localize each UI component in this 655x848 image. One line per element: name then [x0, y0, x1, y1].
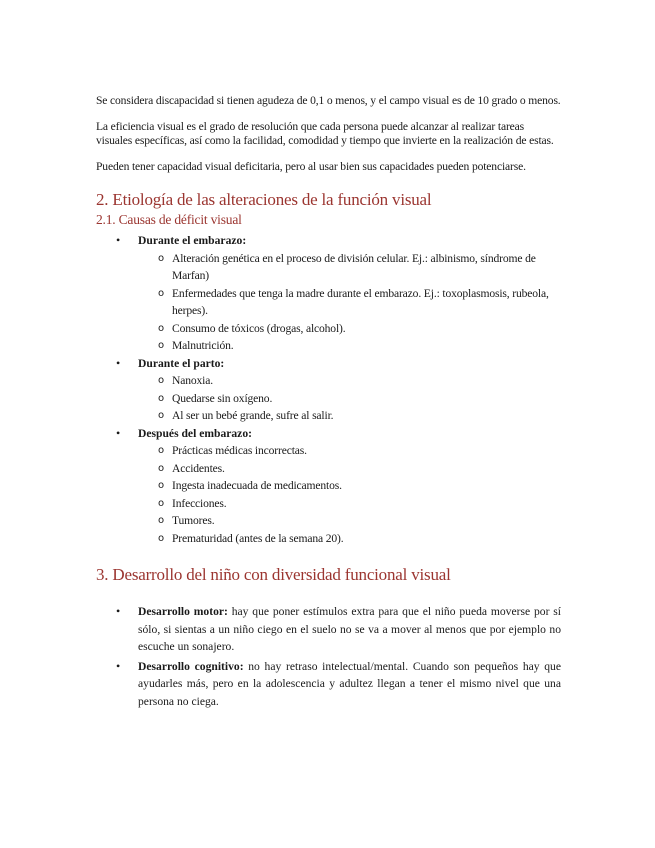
- sub-list: [138, 442, 561, 547]
- intro-paragraph-2: La eficiencia visual es el grado de resolución que cada persona puede alcanzar al realizar tareas visuales específicas, así como la facilidad, comodidad y tiempo que invierte en la realización de estas.: [96, 120, 554, 147]
- circle-bullet-icon: o: [158, 515, 164, 526]
- causes-group: [96, 425, 561, 548]
- list-item: o Ingesta inadecuada de medicamentos.: [138, 477, 561, 495]
- bullet-icon: •: [116, 658, 121, 673]
- list-item: [96, 603, 561, 656]
- list-item: o Malnutrición.: [138, 337, 561, 355]
- circle-bullet-icon: o: [158, 340, 164, 351]
- circle-bullet-icon: o: [158, 375, 164, 386]
- list-item: o Prematuridad (antes de la semana 20).: [138, 530, 561, 548]
- list-item: o Nanoxia.: [138, 372, 561, 390]
- document-page: [96, 94, 561, 710]
- item-text: no hay retraso intelectual/mental. Cuando son pequeños hay que ayudarles más, pero en la adolescencia y adultez llegan a tener el mismo nivel que una persona no ciega.: [138, 659, 561, 708]
- bullet-icon: •: [116, 355, 121, 370]
- development-list: [96, 603, 561, 710]
- list-item: o Accidentes.: [138, 460, 561, 478]
- list-item: o Quedarse sin oxígeno.: [138, 390, 561, 408]
- bullet-icon: •: [116, 604, 121, 618]
- circle-bullet-icon: o: [158, 410, 164, 421]
- section-2-heading: 2. Etiología de las alteraciones de la función visual: [96, 190, 432, 209]
- circle-bullet-icon: o: [158, 445, 164, 456]
- section-3-heading: 3. Desarrollo del niño con diversidad funcional visual: [96, 565, 451, 584]
- item-label: Desarrollo cognitivo:: [138, 659, 244, 673]
- circle-bullet-icon: o: [158, 322, 164, 334]
- sub-list: [138, 372, 561, 425]
- sub-list: [138, 250, 561, 355]
- bullet-icon: •: [116, 425, 121, 440]
- circle-bullet-icon: o: [158, 532, 164, 544]
- circle-bullet-icon: o: [158, 462, 164, 474]
- section-2-1-subheading: 2.1. Causas de déficit visual: [96, 212, 242, 227]
- group-title: Durante el parto:: [138, 356, 225, 370]
- list-item: o Tumores.: [138, 512, 561, 530]
- intro-paragraph-3: Pueden tener capacidad visual deficitaria, pero al usar bien sus capacidades pueden potenciarse.: [96, 160, 526, 173]
- list-item: [96, 658, 561, 711]
- list-item: o Enfermedades que tenga la madre durante el embarazo. Ej.: toxoplasmosis, rubeola, herpes).: [158, 286, 549, 317]
- circle-bullet-icon: o: [158, 497, 164, 509]
- list-item: o Infecciones.: [138, 495, 561, 513]
- bullet-icon: •: [116, 233, 121, 247]
- circle-bullet-icon: o: [158, 392, 164, 404]
- list-item: o Alteración genética en el proceso de división celular. Ej.: albinismo, síndrome de Marfan): [158, 251, 536, 282]
- intro-paragraph-1: Se considera discapacidad si tienen agudeza de 0,1 o menos, y el campo visual es de 10 grado o menos.: [96, 94, 561, 107]
- group-title: Durante el embarazo:: [138, 234, 247, 247]
- causes-group: [96, 232, 561, 355]
- list-item: o Al ser un bebé grande, sufre al salir.: [138, 407, 561, 425]
- circle-bullet-icon: o: [158, 252, 164, 264]
- list-item: o Consumo de tóxicos (drogas, alcohol).: [138, 320, 561, 338]
- causes-group: [96, 355, 561, 425]
- item-text: hay que poner estímulos extra para que el niño pueda moverse por sí sólo, si sientas a un niño ciego en el suelo no se va a mover al menos que por ejemplo no escuche un sonajero.: [138, 605, 561, 653]
- group-title: Después del embarazo:: [138, 426, 252, 440]
- list-item: o Prácticas médicas incorrectas.: [138, 442, 561, 460]
- circle-bullet-icon: o: [158, 480, 164, 491]
- causes-list: [96, 232, 561, 547]
- circle-bullet-icon: o: [158, 287, 164, 299]
- item-label: Desarrollo motor:: [138, 605, 228, 618]
